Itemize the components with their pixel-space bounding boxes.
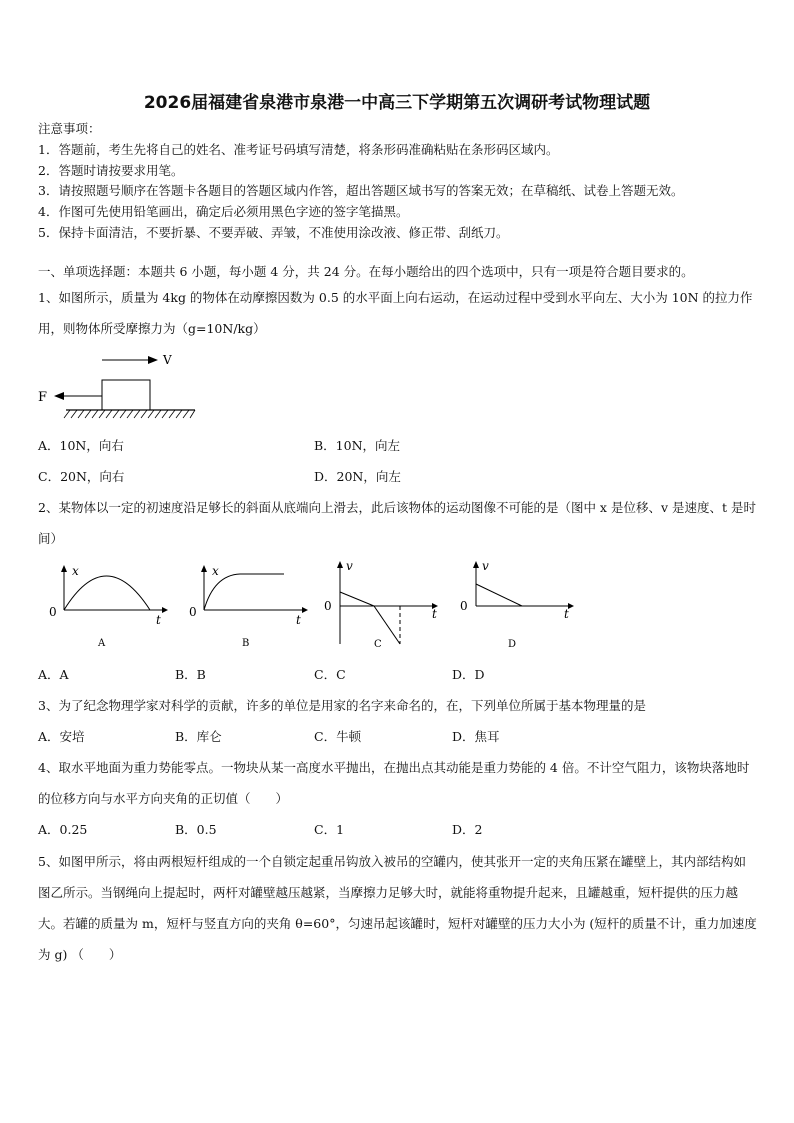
question-3-text: 3、为了纪念物理学家对科学的贡献，许多的单位是用家的名字来命名的，在，下列单位所属于基本物理量的是 — [38, 698, 646, 713]
graph-c-origin: 0 — [324, 599, 332, 613]
graph-c-xlabel: t — [432, 607, 437, 621]
q3-option-d[interactable]: D．焦耳 — [452, 729, 500, 744]
section-heading: 一、单项选择题：本题共 6 小题，每小题 4 分，共 24 分。在每小题给出的四个选项中，只有一项是符合题目要求的。 — [38, 264, 694, 279]
graph-b-origin: 0 — [189, 605, 197, 619]
graph-a-xlabel: t — [156, 613, 161, 627]
notice-item: 4．作图可先使用铅笔画出，确定后必须用黑色字迹的签字笔描黑。 — [38, 204, 409, 219]
q1-option-b[interactable]: B．10N，向左 — [314, 438, 401, 453]
notice-item: 5．保持卡面清洁，不要折暴、不要弄破、弄皱，不准使用涂改液、修正带、刮纸刀。 — [38, 225, 509, 240]
q2-option-c[interactable]: C．C — [314, 667, 346, 682]
graph-b-xlabel: t — [296, 613, 301, 627]
q3-option-c[interactable]: C．牛顿 — [314, 729, 362, 744]
q4-option-b[interactable]: B．0.5 — [175, 822, 217, 837]
graph-a-origin: 0 — [49, 605, 57, 619]
page-title: 2026届福建省泉港市泉港一中高三下学期第五次调研考试物理试题 — [143, 93, 651, 113]
question-1-text: 1、如图所示，质量为 4kg 的物体在动摩擦因数为 0.5 的水平面上向右运动，在运动过程中受到水平向左、大小为 10N 的拉力作用，则物体所受摩擦力为（g=10N/kg） — [38, 290, 753, 336]
velocity-label: V — [163, 353, 172, 367]
q4-option-a[interactable]: A．0.25 — [38, 822, 88, 837]
graph-d-caption: D — [508, 639, 517, 650]
graph-d-ylabel: v — [482, 559, 489, 573]
q2-graph-a — [44, 560, 169, 655]
q4-option-d[interactable]: D．2 — [452, 822, 483, 837]
q1-option-a[interactable]: A．10N，向右 — [38, 438, 124, 453]
graph-d-xlabel: t — [564, 607, 569, 621]
q4-option-c[interactable]: C．1 — [314, 822, 345, 837]
notice-item: 2．答题时请按要求用笔。 — [38, 163, 184, 178]
q2-option-a[interactable]: A．A — [38, 667, 69, 682]
q1-block-figure — [30, 348, 205, 420]
q1-option-d[interactable]: D．20N，向左 — [314, 469, 401, 484]
q2-option-b[interactable]: B．B — [175, 667, 206, 682]
question-4-text: 4、取水平地面为重力势能零点。一物块从某一高度水平抛出，在抛出点其动能是重力势能的 4 倍。不计空气阻力，该物块落地时的位移方向与水平方向夹角的正切值（ ） — [38, 760, 750, 806]
graph-a-ylabel: x — [72, 564, 79, 578]
notice-item: 3．请按照题号顺序在答题卡各题目的答题区域内作答，超出答题区域书写的答案无效；在草稿纸、试卷上答题无效。 — [38, 183, 684, 198]
q2-graph-c — [320, 556, 445, 655]
force-label: F — [38, 390, 48, 405]
graph-b-caption: B — [242, 638, 250, 649]
graph-c-ylabel: v — [346, 559, 353, 573]
graph-c-caption: C — [374, 639, 382, 650]
notice-item: 1．答题前，考生先将自己的姓名、准考证号码填写清楚，将条形码准确粘贴在条形码区域内。 — [38, 142, 559, 157]
question-5-text: 5、如图甲所示，将由两根短杆组成的一个自锁定起重吊钩放入被吊的空罐内，使其张开一定的夹角压紧在罐壁上，其内部结构如图乙所示。当钢绳向上提起时，两杆对罐壁越压越紧，当摩擦力足够大时，就能将重物提升起来，且罐越重，短杆提供的压力越大。若罐的质量为 m，短杆与竖直方向的夹角 θ=60°，匀速吊起该罐时，短杆对罐壁的压力大小为 (短杆的质量不计，重力加速度为 g) （ ） — [38, 854, 757, 962]
q2-graph-d — [456, 556, 581, 655]
graph-a-caption: A — [98, 638, 106, 649]
notice-heading: 注意事项： — [38, 121, 101, 136]
q2-graph-b — [184, 560, 309, 655]
question-2-text: 2、某物体以一定的初速度沿足够长的斜面从底端向上滑去，此后该物体的运动图像不可能的是（图中 x 是位移、v 是速度、t 是时间） — [38, 500, 756, 546]
q1-option-c[interactable]: C．20N，向右 — [38, 469, 125, 484]
graph-d-origin: 0 — [460, 599, 468, 613]
graph-b-ylabel: x — [212, 564, 219, 578]
q2-option-d[interactable]: D．D — [452, 667, 485, 682]
q3-option-a[interactable]: A．安培 — [38, 729, 85, 744]
q3-option-b[interactable]: B．库仑 — [175, 729, 222, 744]
